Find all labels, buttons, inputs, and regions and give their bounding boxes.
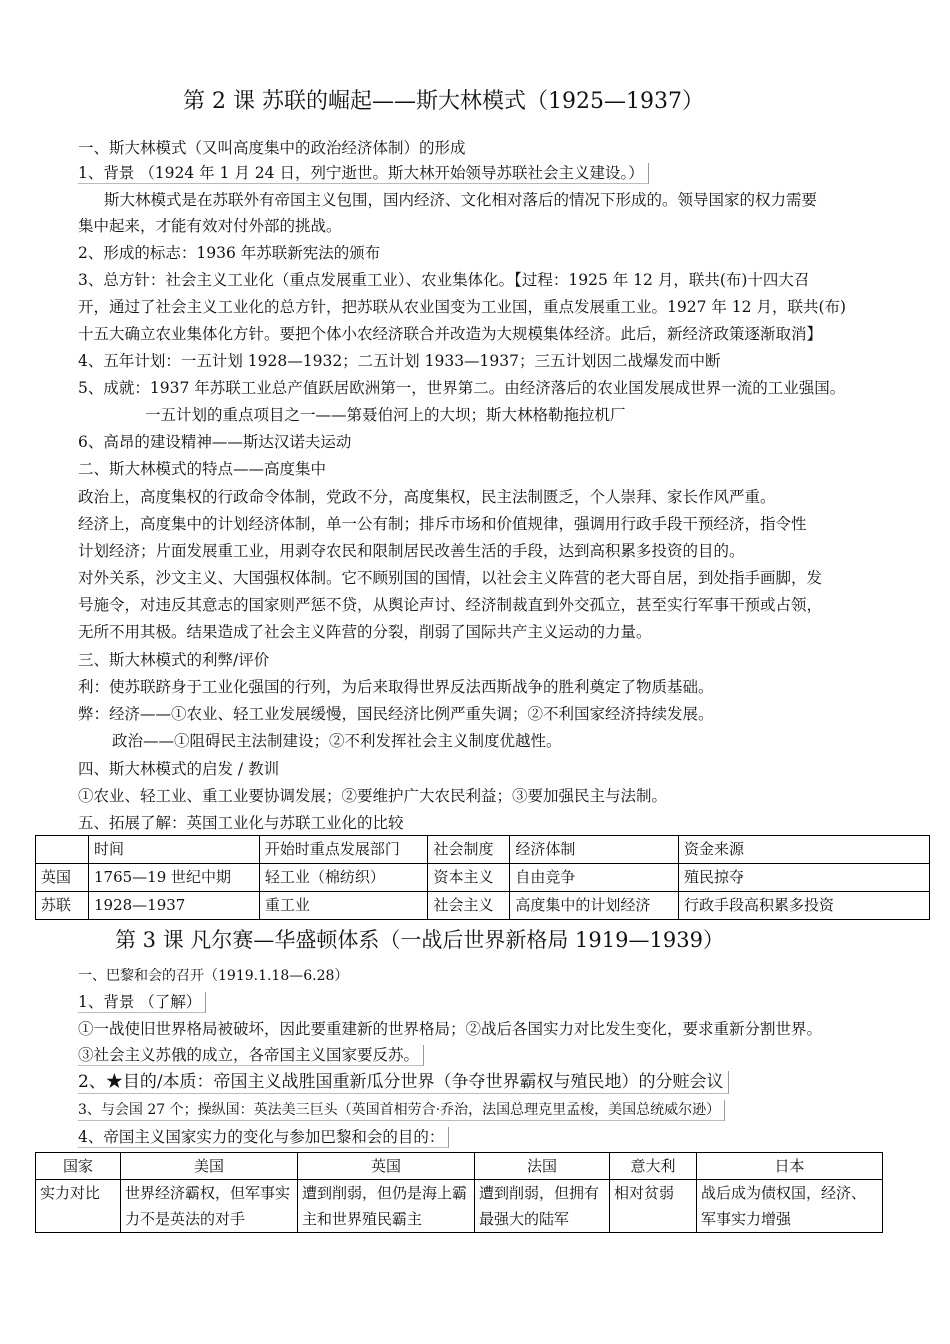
table-cell — [36, 836, 89, 864]
table-cell: 高度集中的计划经济 — [510, 892, 679, 920]
table-cell: 重工业 — [259, 892, 428, 920]
paragraph: 1、背景 （了解） — [78, 992, 206, 1013]
paragraph: 6、高昂的建设精神——斯达汉诺夫运动 — [78, 433, 352, 451]
paragraph: 号施令，对违反其意志的国家则严惩不贷，从舆论声讨、经济制裁直到外交孤立，甚至实行军事干预或占领， — [78, 596, 823, 614]
table-cell: 行政手段高积累多投资 — [679, 892, 930, 920]
comparison-table — [35, 835, 930, 920]
table-header-row — [36, 836, 930, 864]
paragraph: 一、斯大林模式（又叫高度集中的政治经济体制）的形成 — [78, 139, 466, 157]
table-cell: 1928—1937 — [89, 892, 260, 920]
table-cell: 法国 — [475, 1153, 610, 1180]
table-cell: 开始时重点发展部门 — [259, 836, 428, 864]
paragraph: 政治上，高度集权的行政命令体制，党政不分，高度集权，民主法制匮乏，个人崇拜、家长作风严重。 — [78, 488, 776, 506]
table-cell: 相对贫弱 — [610, 1180, 697, 1233]
table-cell: 资金来源 — [679, 836, 930, 864]
table-cell: 美国 — [121, 1153, 298, 1180]
paragraph: 集中起来，才能有效对付外部的挑战。 — [78, 217, 342, 235]
table-cell: 世界经济霸权，但军事实力不是英法的对手 — [121, 1180, 298, 1233]
table-cell: 实力对比 — [36, 1180, 121, 1233]
paragraph: 3、总方针：社会主义工业化（重点发展重工业）、农业集体化。【过程：1925 年 12 月，联共(布)十四大召 — [78, 271, 810, 289]
table-row — [36, 1180, 883, 1233]
paragraph: 计划经济；片面发展重工业，用剥夺农民和限制居民改善生活的手段，达到高积累多投资的目的。 — [78, 542, 745, 560]
table-cell: 1765—19 世纪中期 — [89, 864, 260, 892]
paragraph: 三、斯大林模式的利弊/评价 — [78, 651, 270, 669]
paragraph: 3、与会国 27 个；操纵国：英法美三巨头（英国首相劳合·乔治，法国总理克里孟梭，美国总统威尔逊） — [78, 1100, 725, 1121]
paragraph: 政治——①阻碍民主法制建设；②不利发挥社会主义制度优越性。 — [112, 732, 562, 750]
table-cell: 社会制度 — [428, 836, 510, 864]
table-cell: 殖民掠夺 — [679, 864, 930, 892]
paragraph: 一、巴黎和会的召开（1919.1.18—6.28） — [78, 968, 349, 984]
table-cell: 英国 — [36, 864, 89, 892]
table-cell: 战后成为债权国，经济、军事实力增强 — [697, 1180, 883, 1233]
paragraph: 经济上，高度集中的计划经济体制，单一公有制；排斥市场和价值规律，强调用行政手段干预经济，指令性 — [78, 515, 807, 533]
paragraph: 无所不用其极。结果造成了社会主义阵营的分裂，削弱了国际共产主义运动的力量。 — [78, 623, 652, 641]
paragraph: 十五大确立农业集体化方针。要把个体小农经济联合并改造为大规模集体经济。此后，新经济政策逐渐取消】 — [78, 325, 823, 343]
paragraph: 2、★目的/本质：帝国主义战胜国重新瓜分世界（争夺世界霸权与殖民地）的分赃会议 — [78, 1071, 729, 1094]
table-cell: 苏联 — [36, 892, 89, 920]
table-cell: 轻工业（棉纺织） — [259, 864, 428, 892]
paragraph: 5、成就：1937 年苏联工业总产值跃居欧洲第一，世界第二。由经济落后的农业国发展成世界一流的工业强国。 — [78, 379, 846, 397]
paragraph: 二、斯大林模式的特点——高度集中 — [78, 460, 327, 478]
paragraph: ①农业、轻工业、重工业要协调发展；②要维护广大农民利益；③要加强民主与法制。 — [78, 787, 668, 805]
lesson3-title: 第 3 课 凡尔赛—华盛顿体系（一战后世界新格局 1919—1939） — [115, 928, 724, 952]
paragraph: 1、背景 （1924 年 1 月 24 日，列宁逝世。斯大林开始领导苏联社会主义建设。） — [78, 163, 649, 184]
table-cell: 遭到削弱，但拥有最强大的陆军 — [475, 1180, 610, 1233]
paragraph: 4、五年计划：一五计划 1928—1932；二五计划 1933—1937；三五计划因二战爆发而中断 — [78, 352, 721, 370]
table-cell: 自由竞争 — [510, 864, 679, 892]
table-cell: 日本 — [697, 1153, 883, 1180]
table-cell: 时间 — [89, 836, 260, 864]
paragraph: 利：使苏联跻身于工业化强国的行列，为后来取得世界反法西斯战争的胜利奠定了物质基础。 — [78, 678, 714, 696]
table-row — [36, 864, 930, 892]
paragraph: 四、斯大林模式的启发 / 教训 — [78, 760, 280, 778]
paragraph: 2、形成的标志：1936 年苏联新宪法的颁布 — [78, 244, 381, 262]
table-cell: 国家 — [36, 1153, 121, 1180]
table-header-row — [36, 1153, 883, 1180]
table-row — [36, 892, 930, 920]
paragraph: ①一战使旧世界格局被破坏，因此要重建新的世界格局；②战后各国实力对比发生变化，要求重新分割世界。 — [78, 1020, 823, 1038]
table-cell: 英国 — [298, 1153, 475, 1180]
table-cell: 社会主义 — [428, 892, 510, 920]
table-cell: 遭到削弱，但仍是海上霸主和世界殖民霸主 — [298, 1180, 475, 1233]
paragraph: 弊：经济——①农业、轻工业发展缓慢，国民经济比例严重失调；②不利国家经济持续发展。 — [78, 705, 714, 723]
paragraph: 对外关系，沙文主义、大国强权体制。它不顾别国的国情，以社会主义阵营的老大哥自居，到处指手画脚，发 — [78, 569, 823, 587]
paragraph: 斯大林模式是在苏联外有帝国主义包围，国内经济、文化相对落后的情况下形成的。领导国家的权力需要 — [104, 191, 818, 209]
paragraph: 五、拓展了解：英国工业化与苏联工业化的比较 — [78, 814, 404, 832]
paragraph: ③社会主义苏俄的成立，各帝国主义国家要反苏。 — [78, 1045, 424, 1066]
table-cell: 意大利 — [610, 1153, 697, 1180]
lesson2-title: 第 2 课 苏联的崛起——斯大林模式（1925—1937） — [183, 89, 704, 114]
powers-table — [35, 1152, 883, 1233]
table-cell: 资本主义 — [428, 864, 510, 892]
paragraph: 一五计划的重点项目之一——第聂伯河上的大坝；斯大林格勒拖拉机厂 — [145, 406, 626, 424]
paragraph: 开，通过了社会主义工业化的总方针，把苏联从农业国变为工业国，重点发展重工业。1927 年 12 月，联共(布) — [78, 298, 847, 316]
paragraph: 4、帝国主义国家实力的变化与参加巴黎和会的目的： — [78, 1127, 449, 1148]
table-cell: 经济体制 — [510, 836, 679, 864]
